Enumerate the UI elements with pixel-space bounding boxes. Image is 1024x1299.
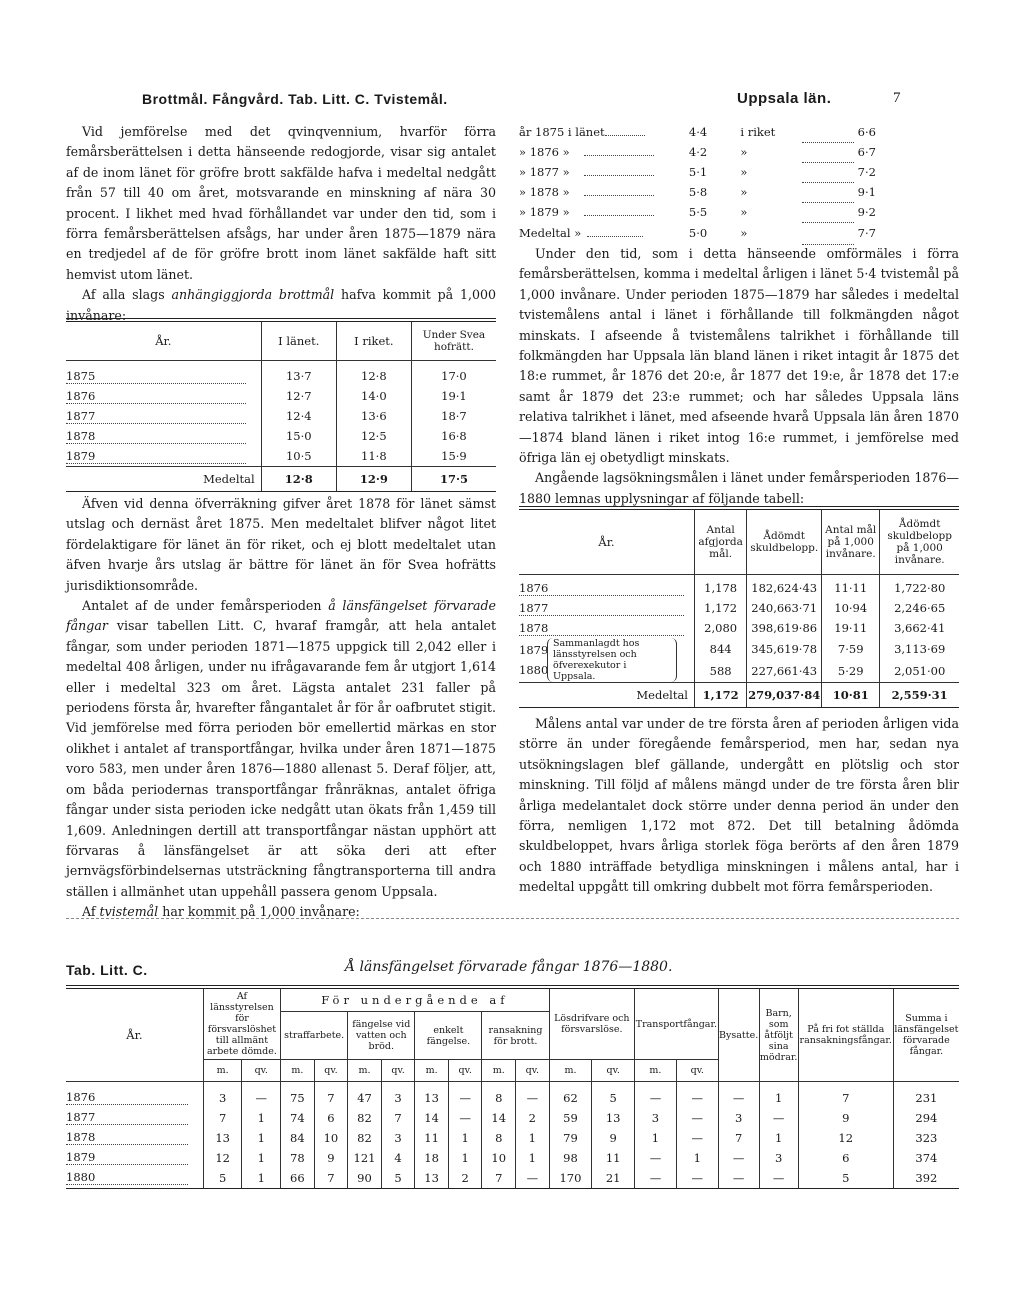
prisoner-cell: 7 bbox=[314, 1168, 348, 1188]
crime-header-riket: I riket. bbox=[336, 322, 411, 360]
prisoner-cell: 3 bbox=[203, 1088, 242, 1108]
prisoner-cell: 1 bbox=[242, 1148, 281, 1168]
prisoner-header-straff: straffarbete. bbox=[281, 1012, 348, 1060]
prisoner-cell: 11 bbox=[592, 1148, 635, 1168]
prisoner-cell: 1 bbox=[448, 1148, 482, 1168]
prisoner-cell: 6 bbox=[314, 1108, 348, 1128]
prisoner-cell: 1 bbox=[242, 1128, 281, 1148]
debt-row: 1879 1880 Sammanlagdt hos länsstyrelsen och öfverexekutor i Uppsala. 844 345,619·78 7·59 3,113·69 bbox=[519, 638, 946, 682]
prisoner-cell: 3 bbox=[718, 1108, 759, 1128]
prisoner-cell: 1 bbox=[242, 1168, 281, 1188]
prisoner-cell: 231 bbox=[915, 1090, 938, 1105]
paragraph-crime-comparison: Vid jemförelse med det qvinqvennium, hvarför förra femårsberättelsen i detta hänseende redogjorde, visar sig antalet af de inom länet för gröfre brott sakfälde hafva i medeltal nedgått från 57 till 40 om året, motsvarande en minskning af nära 30 procent. I likhet med hvad förhållandet var under den tid, som i förra femårsberättelsen afsågs, har under åren 1875—1879 nära en tredjedel af de för gröfre brott inom länet sakfälde haft sitt hemvist utom länet. bbox=[66, 124, 496, 282]
prisoner-header-for-under: För undergående af bbox=[281, 989, 550, 1012]
prisoner-cell: — bbox=[516, 1088, 550, 1108]
prisoner-cell: — bbox=[759, 1168, 798, 1188]
debt-row: 1878 2,080 398,619·86 19·11 3,662·41 bbox=[519, 618, 959, 638]
prisoner-cell: 9 bbox=[592, 1128, 635, 1148]
crime-row: 1877 12·4 13·6 18·7 bbox=[66, 406, 496, 426]
prisoner-cell: — bbox=[516, 1168, 550, 1188]
prisoner-cell: 12 bbox=[798, 1128, 893, 1148]
prisoner-cell: 7 bbox=[798, 1088, 893, 1108]
prisoner-header-transport: Transportfångar. bbox=[635, 989, 719, 1060]
prisoner-cell: 9 bbox=[314, 1148, 348, 1168]
civil-row: » 1878 » 5·8 » 9·1 bbox=[519, 182, 899, 202]
prisoner-cell: 13 bbox=[415, 1168, 449, 1188]
prisoner-cell: 1 bbox=[242, 1108, 281, 1128]
prisoner-cell: — bbox=[448, 1108, 482, 1128]
prisoner-row: 1877 7 1 74 6 82 7 14 — 14 2 59 13 3 — 3 — 9 294 bbox=[66, 1108, 959, 1128]
prisoner-cell: — bbox=[676, 1128, 718, 1148]
prisoner-cell: 8 bbox=[482, 1088, 516, 1108]
left-column-bottom bbox=[66, 494, 496, 923]
debt-header-per-1000: Antal mål på 1,000 invånare. bbox=[822, 510, 880, 574]
prisoner-cell: 1 bbox=[448, 1128, 482, 1148]
prisoner-cell: — bbox=[448, 1088, 482, 1108]
right-column-bottom bbox=[519, 714, 959, 898]
prisoner-cell: 75 bbox=[281, 1088, 315, 1108]
prisoner-cell: 121 bbox=[348, 1148, 382, 1168]
prisoner-row: 1880 5 1 66 7 90 5 13 2 7 — 170 21 — — — — 5 392 bbox=[66, 1168, 959, 1188]
prisoner-header-pafri: På fri fot ställda ransakningsfångar. bbox=[798, 989, 893, 1082]
debt-avg-row: Medeltal 1,172 279,037·84 10·81 2,559·31 bbox=[519, 683, 959, 707]
prisoner-header-year: År. bbox=[66, 989, 203, 1082]
prisoner-cell: 7 bbox=[314, 1088, 348, 1108]
debt-row: 1877 1,172 240,663·71 10·94 2,246·65 bbox=[519, 598, 959, 618]
prisoner-row: 1878 13 1 84 10 82 3 11 1 8 1 79 9 1 — 7 1 12 323 bbox=[66, 1128, 959, 1148]
prisoner-cell: 374 bbox=[915, 1150, 938, 1165]
prisoner-cell: 1 bbox=[635, 1128, 677, 1148]
running-header-left: Brottmål. Fångvård. Tab. Litt. C. Tvistemål. bbox=[142, 91, 448, 107]
prisoner-cell: 5 bbox=[203, 1168, 242, 1188]
prisoner-cell: 3 bbox=[635, 1108, 677, 1128]
prisoner-cell: — bbox=[676, 1088, 718, 1108]
crime-row: 1876 12·7 14·0 19·1 bbox=[66, 386, 496, 406]
civil-case-list bbox=[519, 122, 959, 245]
tab-c-title: Å länsfängelset förvarade fångar 1876—1880. bbox=[345, 959, 673, 975]
prisoner-cell: 6 bbox=[798, 1148, 893, 1168]
prisoner-cell: 5 bbox=[798, 1168, 893, 1188]
prisoner-cell: 11 bbox=[415, 1128, 449, 1148]
paragraph-debt-intro: Angående lagsökningsmålen i länet under femårsperioden 1876—1880 lemnas upplysningar af följande tabell: bbox=[519, 470, 959, 506]
civil-row: » 1879 » 5·5 » 9·2 bbox=[519, 202, 899, 222]
prisoner-cell: 13 bbox=[415, 1088, 449, 1108]
prisoner-cell: 1 bbox=[516, 1128, 550, 1148]
prisoner-cell: 3 bbox=[381, 1128, 415, 1148]
prisoner-cell: — bbox=[676, 1168, 718, 1188]
prisoner-cell: 21 bbox=[592, 1168, 635, 1188]
prisoner-cell: 5 bbox=[592, 1088, 635, 1108]
prisoner-cell: 14 bbox=[415, 1108, 449, 1128]
paragraph-debt-conclusion: Målens antal var under de tre första åren af perioden årligen vida större än under föregående femårsperiod, men har, sedan nya utsökningslagen blef gällande, undergått en plötslig och stor minskning. Till följd af målens mängd under de tre första åren blir årliga medelantalet dock större under denna period än under den förra, nemligen 1,172 mot 872. Det till betalning ådömda skuldbeloppet, hvars årliga storlek föga berörts af den åren 1879 och 1880 inträffade betydliga minskningen i målens antal, har i medeltal uppgått till omkring dubbelt mot förra femårsperioden. bbox=[519, 716, 959, 895]
running-header-right: Uppsala län. bbox=[737, 90, 832, 107]
debt-row: 588 227,661·43 5·29 2,051·00 bbox=[519, 660, 959, 682]
prisoner-cell: 10 bbox=[314, 1128, 348, 1148]
prisoner-cell: — bbox=[759, 1108, 798, 1128]
prisoner-row: 1879 12 1 78 9 121 4 18 1 10 1 98 11 — 1 — 3 6 374 bbox=[66, 1148, 959, 1168]
paragraph-civil-comparison: Under den tid, som i detta hänseende omförmäles i förra femårsberättelsen, komma i medeltal årligen i länet 5·4 tvistemål på 1,000 invånare. Under perioden 1875—1879 har således i medeltal tvistemålens antal i länet i förhållande till folkmängden något minskats. I afseende å tvistemålens talrikhet i förhållande till folkmängden har Uppsala län bland länen i riket intagit år 1875 det 18:e rummet, år 1876 det 20:e, år 1877 det 19:e, år 1878 det 17:e samt år 1879 det 23:e rummet; och har således Uppsala läns relativa talrikhet i länet, med afseende hvarå Uppsala län åren 1870—1874 bland länen i riket intog 16:e rummet, i jemförelse med öfriga län ej obetydligt minskats. bbox=[519, 246, 959, 466]
prisoner-cell: 14 bbox=[482, 1108, 516, 1128]
crime-header-lan: I länet. bbox=[261, 322, 336, 360]
prisoner-cell: 1 bbox=[516, 1148, 550, 1168]
prisoner-cell: 13 bbox=[592, 1108, 635, 1128]
crime-avg-row: Medeltal 12·8 12·9 17·5 bbox=[66, 467, 496, 491]
prisoner-sex-header-row: m. qv. m. qv. m. qv. m. qv. m. qv. m. qv. m. qv. bbox=[66, 1060, 959, 1082]
debt-header-amount-per-1000: Ådömdt skuldbelopp på 1,000 invånare. bbox=[880, 510, 959, 574]
prisoner-cell: 98 bbox=[549, 1148, 592, 1168]
crime-header-svea: Under Svea hofrätt. bbox=[411, 322, 496, 360]
prisoner-cell: 2 bbox=[516, 1108, 550, 1128]
prisoner-cell: 7 bbox=[381, 1108, 415, 1128]
prisoner-cell: 1 bbox=[676, 1148, 718, 1168]
prisoner-header-losdriv: Lösdrifvare och försvarslöse. bbox=[549, 989, 634, 1060]
prisoner-cell: — bbox=[242, 1088, 281, 1108]
prisoner-cell: — bbox=[635, 1088, 677, 1108]
prisoner-cell: 84 bbox=[281, 1128, 315, 1148]
prisoner-cell: 7 bbox=[482, 1168, 516, 1188]
prisoner-cell: 79 bbox=[549, 1128, 592, 1148]
prisoner-cell: — bbox=[635, 1168, 677, 1188]
prisoner-cell: 392 bbox=[915, 1170, 938, 1185]
crime-header-year: År. bbox=[66, 322, 261, 360]
page-number: 7 bbox=[893, 90, 901, 106]
prisoner-header-ransak: ransakning för brott. bbox=[482, 1012, 549, 1060]
prisoner-cell: — bbox=[718, 1088, 759, 1108]
civil-row: år 1875 i länet 4·4 i riket 6·6 bbox=[519, 122, 899, 142]
tab-c-label: Tab. Litt. C. bbox=[66, 962, 148, 978]
prisoner-cell: 78 bbox=[281, 1148, 315, 1168]
section-divider bbox=[66, 918, 959, 919]
prisoner-header-fangelse: fängelse vid vatten och bröd. bbox=[348, 1012, 415, 1060]
debt-header-count: Antal afgjorda mål. bbox=[694, 510, 746, 574]
prisoner-cell: 74 bbox=[281, 1108, 315, 1128]
prisoner-cell: 294 bbox=[915, 1110, 938, 1125]
prisoner-cell: 82 bbox=[348, 1128, 382, 1148]
civil-row: » 1876 » 4·2 » 6·7 bbox=[519, 142, 899, 162]
prisoner-cell: 3 bbox=[759, 1148, 798, 1168]
paragraph-crime-conclusion: Äfven vid denna öfverräkning gifver året 1878 för länet sämst utslag och dernäst året 1875. Men medeltalet blifver något litet fördelaktigare för länet än för riket, och ej blott medeltalet utan äfven hvarje års utslag är bättre för länet än för Svea hofrätts jurisdiktionsområde. bbox=[66, 496, 496, 593]
prisoner-cell: 5 bbox=[381, 1168, 415, 1188]
civil-avg-row: Medeltal » 5·0 » 7·7 bbox=[519, 222, 899, 244]
prisoner-cell: 3 bbox=[381, 1088, 415, 1108]
prisoner-cell: 8 bbox=[482, 1128, 516, 1148]
prisoner-cell: 4 bbox=[381, 1148, 415, 1168]
debt-row: 1876 1,178 182,624·43 11·11 1,722·80 bbox=[519, 578, 959, 598]
crime-table bbox=[66, 318, 496, 492]
paragraph-civil-intro: Af tvistemål har kommit på 1,000 invånare: bbox=[82, 904, 360, 920]
prisoner-cell: 82 bbox=[348, 1108, 382, 1128]
prisoner-cell: 13 bbox=[203, 1128, 242, 1148]
prisoner-header-summa: Summa i länsfängelset förvarade fångar. bbox=[893, 989, 959, 1082]
prisoner-row: 1876 3 — 75 7 47 3 13 — 8 — 62 5 — — — 1 7 231 bbox=[66, 1088, 959, 1108]
prisoner-cell: — bbox=[718, 1168, 759, 1188]
prisoner-cell: 59 bbox=[549, 1108, 592, 1128]
left-column-top bbox=[66, 122, 496, 326]
paragraph-prisoners: Antalet af de under femårsperioden å länsfängelset förvarade fångar visar tabellen Litt. C, hvaraf framgår, att hela antalet fångar, som under perioden 1871—1875 uppgick till 2,042 eller i medeltal 408 årligen, under nu ifrågavarande fem år utgjort 1,614 eller i medeltal 323 om året. Lägsta antalet 231 faller på periodens första år, hvarefter fångantalet år för år oafbrutet stigit. Vid jemförelse med förra perioden bör emellertid märkas en stor olikhet i antalet af transportfångar, hvilka under åren 1871—1875 voro 583, men under åren 1876—1880 allenast 5. Deraf följer, att, om båda periodernas transportfångar frånräknas, antalet öfriga fångar under sista perioden icke nedgått utan ökats från 1,459 till 1,609. Anledningen dertill att transportfångar nästan upphört att förvaras å länsfängelset är att söka deri att efter jernvägsförbindelsernas utsträckning fångtransporterna till andra ställen i allmänhet utan uppehåll passera genom Uppsala. bbox=[66, 598, 496, 899]
civil-row: » 1877 » 5·1 » 7·2 bbox=[519, 162, 899, 182]
right-column-top bbox=[519, 244, 959, 509]
prisoner-cell: — bbox=[635, 1148, 677, 1168]
prisoner-cell: — bbox=[718, 1148, 759, 1168]
debt-note: Sammanlagdt hos länsstyrelsen och öfverexekutor i Uppsala. bbox=[547, 638, 677, 682]
prisoner-cell: 9 bbox=[798, 1108, 893, 1128]
prisoner-cell: 2 bbox=[448, 1168, 482, 1188]
prisoner-cell: 62 bbox=[549, 1088, 592, 1108]
debt-header-amount: Ådömdt skuldbelopp. bbox=[747, 510, 822, 574]
prisoner-cell: 7 bbox=[203, 1108, 242, 1128]
debt-header-year: År. bbox=[519, 510, 694, 574]
prisoner-header-enkelt: enkelt fängelse. bbox=[415, 1012, 482, 1060]
prisoner-cell: 47 bbox=[348, 1088, 382, 1108]
prisoner-cell: 1 bbox=[759, 1088, 798, 1108]
prisoner-cell: 66 bbox=[281, 1168, 315, 1188]
prisoner-cell: 18 bbox=[415, 1148, 449, 1168]
prisoner-cell: — bbox=[676, 1108, 718, 1128]
prisoner-table bbox=[66, 985, 959, 1189]
prisoner-header-barn: Barn, som åtföljt sina mödrar. bbox=[759, 989, 798, 1082]
prisoner-header-forsvar: Af länsstyrelsen för försvarslöshet till allmänt arbete dömde. bbox=[203, 989, 280, 1060]
prisoner-cell: 1 bbox=[759, 1128, 798, 1148]
paragraph-crime-intro: Af alla slags anhängiggjorda brottmål hafva kommit på 1,000 invånare: bbox=[66, 287, 497, 323]
prisoner-cell: 12 bbox=[203, 1148, 242, 1168]
crime-row: 1875 13·7 12·8 17·0 bbox=[66, 366, 496, 386]
debt-table bbox=[519, 506, 959, 708]
crime-row: 1879 10·5 11·8 15·9 bbox=[66, 446, 496, 467]
prisoner-cell: 7 bbox=[718, 1128, 759, 1148]
prisoner-cell: 90 bbox=[348, 1168, 382, 1188]
prisoner-cell: 323 bbox=[915, 1130, 938, 1145]
prisoner-cell: 10 bbox=[482, 1148, 516, 1168]
crime-row: 1878 15·0 12·5 16·8 bbox=[66, 426, 496, 446]
prisoner-header-bysatte: Bysatte. bbox=[718, 989, 759, 1082]
prisoner-cell: 170 bbox=[549, 1168, 592, 1188]
